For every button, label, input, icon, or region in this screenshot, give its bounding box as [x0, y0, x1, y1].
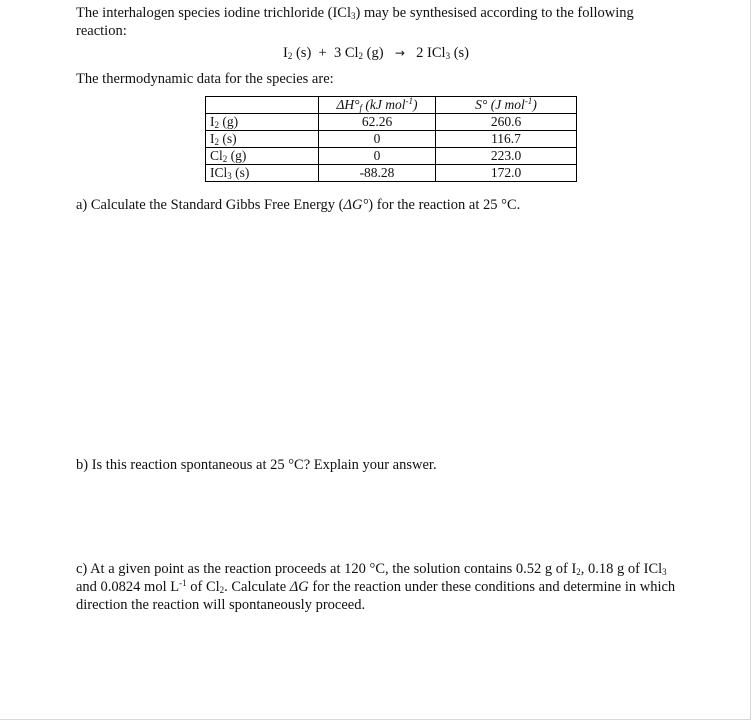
- question-a: a) Calculate the Standard Gibbs Free Energy (ΔG°) for the reaction at 25 °C.: [76, 197, 521, 213]
- reaction-arrow-icon: →: [394, 46, 405, 60]
- enthalpy-cell: 0: [319, 131, 436, 148]
- species-cell: ICl$_3$ (s): [206, 165, 319, 182]
- table-row: [206, 165, 577, 182]
- table-header-entropy: S° (J mol$^{-1}$): [436, 97, 577, 114]
- species-cell: $I_2$ (g): [206, 114, 319, 131]
- entropy-cell: 172.0: [436, 165, 577, 182]
- species-cell: $Cl_2$ (g): [206, 148, 319, 165]
- question-b: b) Is this reaction spontaneous at 25 °C? Explain your answer.: [76, 457, 437, 473]
- data-intro-text: The thermodynamic data for the species are:: [76, 71, 334, 87]
- reaction-equation: $I_2$ (s) + 3 $Cl_2$ (g) → 2 ICl$_3$ (s): [283, 45, 469, 61]
- table-row: [206, 114, 577, 131]
- enthalpy-cell: -88.28: [319, 165, 436, 182]
- entropy-cell: 223.0: [436, 148, 577, 165]
- enthalpy-cell: 62.26: [319, 114, 436, 131]
- enthalpy-cell: 0: [319, 148, 436, 165]
- table-header-row: [206, 97, 577, 114]
- thermodynamic-data-table: [205, 96, 577, 182]
- table-header-enthalpy: $\Delta H^\circ_f$ (kJ mol$^{-1}$): [319, 97, 436, 114]
- question-c: c) At a given point as the reaction proceeds at 120 °C, the solution contains 0.52 g of $I_2$, 0.18 g of ICl$_3$ and 0.0824 mol $L^{-1}$ of $Cl_2$. Calculate ΔG for the reaction under these conditions and determine in which direction the reaction will spontaneously proceed.: [76, 561, 676, 613]
- species-cell: $I_2$ (s): [206, 131, 319, 148]
- table-row: [206, 148, 577, 165]
- table-header-species: [206, 97, 319, 114]
- entropy-cell: 116.7: [436, 131, 577, 148]
- entropy-cell: 260.6: [436, 114, 577, 131]
- intro-paragraph: The interhalogen species iodine trichloride (ICl$_3$) may be synthesised according to the following reaction:: [76, 5, 634, 39]
- table-row: [206, 131, 577, 148]
